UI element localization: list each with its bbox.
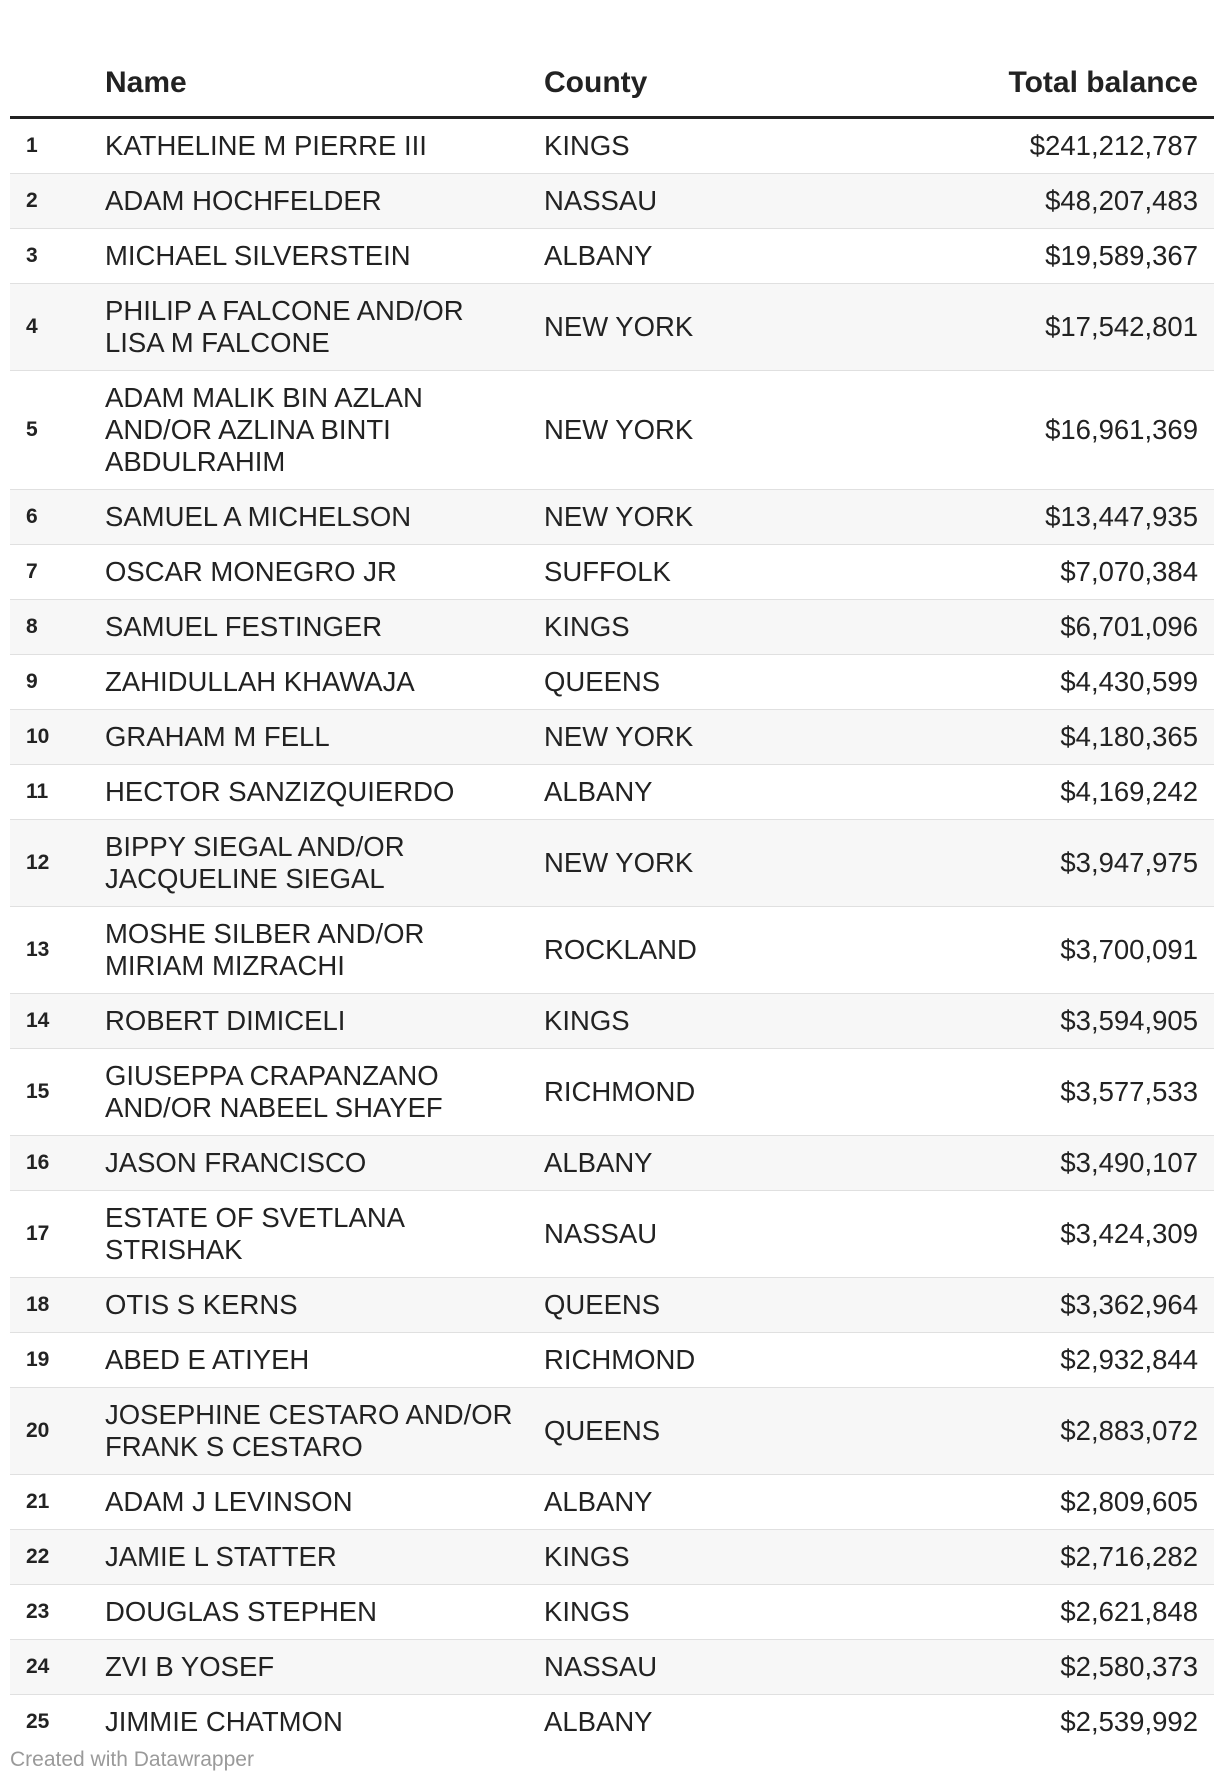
rank-cell: 9: [10, 655, 105, 710]
table-row: [10, 600, 1214, 655]
name-cell: HECTOR SANZIZQUIERDO: [105, 765, 544, 820]
county-cell: ALBANY: [544, 1136, 878, 1191]
table-header: [10, 0, 1214, 118]
table-row: [10, 1585, 1214, 1640]
balance-cell: $3,577,533: [878, 1049, 1214, 1136]
table-row: [10, 655, 1214, 710]
county-cell: ALBANY: [544, 765, 878, 820]
county-cell: NASSAU: [544, 174, 878, 229]
table-row: [10, 820, 1214, 907]
county-cell: NASSAU: [544, 1191, 878, 1278]
name-cell: MICHAEL SILVERSTEIN: [105, 229, 544, 284]
name-cell: SAMUEL FESTINGER: [105, 600, 544, 655]
balance-cell: $19,589,367: [878, 229, 1214, 284]
balance-cell: $3,947,975: [878, 820, 1214, 907]
name-cell: JIMMIE CHATMON: [105, 1706, 343, 1737]
balance-cell: $3,594,905: [878, 994, 1214, 1049]
table-row: [10, 1333, 1214, 1388]
county-cell: NEW YORK: [544, 490, 878, 545]
county-cell: RICHMOND: [544, 1333, 878, 1388]
name-cell: JOSEPHINE CESTARO AND/OR FRANK S CESTARO: [105, 1388, 544, 1475]
balance-cell: $2,883,072: [878, 1388, 1214, 1475]
footer-credit[interactable]: Created with Datawrapper: [10, 1748, 254, 1771]
balance-cell: $3,490,107: [878, 1136, 1214, 1191]
table-row: [10, 1278, 1214, 1333]
name-cell: GIUSEPPA CRAPANZANO AND/OR NABEEL SHAYEF: [105, 1049, 544, 1136]
balance-cell: $2,539,992: [1060, 1706, 1198, 1737]
county-cell: QUEENS: [544, 655, 878, 710]
rank-cell: 1: [10, 118, 105, 174]
header-name[interactable]: Name: [105, 0, 544, 118]
county-cell: NEW YORK: [544, 820, 878, 907]
balance-cell: $2,716,282: [878, 1530, 1214, 1585]
balance-cell: $13,447,935: [878, 490, 1214, 545]
county-cell: SUFFOLK: [544, 545, 878, 600]
county-cell: NASSAU: [544, 1640, 878, 1695]
header-rank[interactable]: [10, 0, 105, 118]
rank-cell: 3: [10, 229, 105, 284]
rank-cell: 24: [10, 1640, 105, 1695]
table-row: [10, 1049, 1214, 1136]
rank-cell: 7: [10, 545, 105, 600]
table-row: [10, 1136, 1214, 1191]
table-row: [10, 994, 1214, 1049]
county-cell: NEW YORK: [544, 284, 878, 371]
header-county[interactable]: County: [544, 0, 878, 118]
county-cell: NEW YORK: [544, 710, 878, 765]
balance-cell: $3,362,964: [878, 1278, 1214, 1333]
table-row: [10, 1640, 1214, 1695]
rank-cell: 10: [10, 710, 105, 765]
county-cell: ALBANY: [544, 229, 878, 284]
table-row: [10, 229, 1214, 284]
table-row: [10, 545, 1214, 600]
name-cell: ESTATE OF SVETLANA STRISHAK: [105, 1191, 544, 1278]
rank-cell: 6: [10, 490, 105, 545]
county-cell: ALBANY: [544, 1475, 878, 1530]
balance-cell: $241,212,787: [878, 118, 1214, 174]
rank-cell: 18: [10, 1278, 105, 1333]
balance-cell: $4,430,599: [878, 655, 1214, 710]
name-cell: ROBERT DIMICELI: [105, 994, 544, 1049]
rank-cell: 16: [10, 1136, 105, 1191]
county-cell: RICHMOND: [544, 1049, 878, 1136]
balance-cell: $2,932,844: [878, 1333, 1214, 1388]
balance-cell: $48,207,483: [878, 174, 1214, 229]
county-cell: ALBANY: [544, 1706, 653, 1737]
county-cell: QUEENS: [544, 1278, 878, 1333]
name-cell: PHILIP A FALCONE AND/OR LISA M FALCONE: [105, 284, 544, 371]
balance-cell: $16,961,369: [878, 371, 1214, 490]
name-cell: MOSHE SILBER AND/OR MIRIAM MIZRACHI: [105, 907, 544, 994]
rank-cell: 14: [10, 994, 105, 1049]
name-cell: ZAHIDULLAH KHAWAJA: [105, 655, 544, 710]
name-cell: SAMUEL A MICHELSON: [105, 490, 544, 545]
county-cell: KINGS: [544, 1530, 878, 1585]
table-row: [10, 907, 1214, 994]
balance-cell: $7,070,384: [878, 545, 1214, 600]
name-cell: OTIS S KERNS: [105, 1278, 544, 1333]
table-row: [10, 1388, 1214, 1475]
rank-cell: 2: [10, 174, 105, 229]
header-row: [10, 0, 1214, 118]
name-cell: ZVI B YOSEF: [105, 1640, 544, 1695]
name-cell: JAMIE L STATTER: [105, 1530, 544, 1585]
rank-cell: 17: [10, 1191, 105, 1278]
county-cell: KINGS: [544, 994, 878, 1049]
name-cell: OSCAR MONEGRO JR: [105, 545, 544, 600]
name-cell: JASON FRANCISCO: [105, 1136, 544, 1191]
balance-cell: $3,424,309: [878, 1191, 1214, 1278]
table-row: [10, 118, 1214, 174]
balance-cell: $4,180,365: [878, 710, 1214, 765]
table-row: [10, 371, 1214, 490]
rank-cell: 11: [10, 765, 105, 820]
rank-cell: 5: [10, 371, 105, 490]
table-row: [10, 284, 1214, 371]
county-cell: QUEENS: [544, 1388, 878, 1475]
balance-cell: $3,700,091: [878, 907, 1214, 994]
name-cell: ADAM HOCHFELDER: [105, 174, 544, 229]
table-body: [10, 118, 1214, 1750]
county-cell: KINGS: [544, 1585, 878, 1640]
county-cell: KINGS: [544, 118, 878, 174]
rank-cell: 21: [10, 1475, 105, 1530]
balance-cell: $17,542,801: [878, 284, 1214, 371]
rank-cell: 22: [10, 1530, 105, 1585]
data-table-container: [10, 0, 1214, 1749]
table-row: [10, 710, 1214, 765]
county-cell: KINGS: [544, 600, 878, 655]
table-row: [10, 1530, 1214, 1585]
name-cell: ABED E ATIYEH: [105, 1333, 544, 1388]
table-row: [10, 1191, 1214, 1278]
rank-cell: 15: [10, 1049, 105, 1136]
table-row: [10, 490, 1214, 545]
rank-cell: 19: [10, 1333, 105, 1388]
rank-cell: 23: [10, 1585, 105, 1640]
name-cell: BIPPY SIEGAL AND/OR JACQUELINE SIEGAL: [105, 820, 544, 907]
name-cell: DOUGLAS STEPHEN: [105, 1585, 544, 1640]
rank-cell: 4: [10, 284, 105, 371]
rank-cell: 25: [26, 1710, 50, 1733]
rank-cell: 13: [10, 907, 105, 994]
data-table: [10, 0, 1214, 1749]
table-row: [10, 1475, 1214, 1530]
rank-cell: 12: [10, 820, 105, 907]
balance-cell: $6,701,096: [878, 600, 1214, 655]
name-cell: KATHELINE M PIERRE III: [105, 118, 544, 174]
name-cell: GRAHAM M FELL: [105, 710, 544, 765]
county-cell: ROCKLAND: [544, 907, 878, 994]
rank-cell: 8: [10, 600, 105, 655]
header-total-balance[interactable]: Total balance: [878, 0, 1214, 118]
table-row: [10, 174, 1214, 229]
balance-cell: $2,580,373: [878, 1640, 1214, 1695]
rank-cell: 20: [10, 1388, 105, 1475]
balance-cell: $4,169,242: [878, 765, 1214, 820]
name-cell: ADAM J LEVINSON: [105, 1475, 544, 1530]
table-row: [10, 1695, 1214, 1750]
table-row: [10, 765, 1214, 820]
balance-cell: $2,809,605: [878, 1475, 1214, 1530]
county-cell: NEW YORK: [544, 371, 878, 490]
name-cell: ADAM MALIK BIN AZLAN AND/OR AZLINA BINTI ABDULRAHIM: [105, 371, 544, 490]
balance-cell: $2,621,848: [878, 1585, 1214, 1640]
